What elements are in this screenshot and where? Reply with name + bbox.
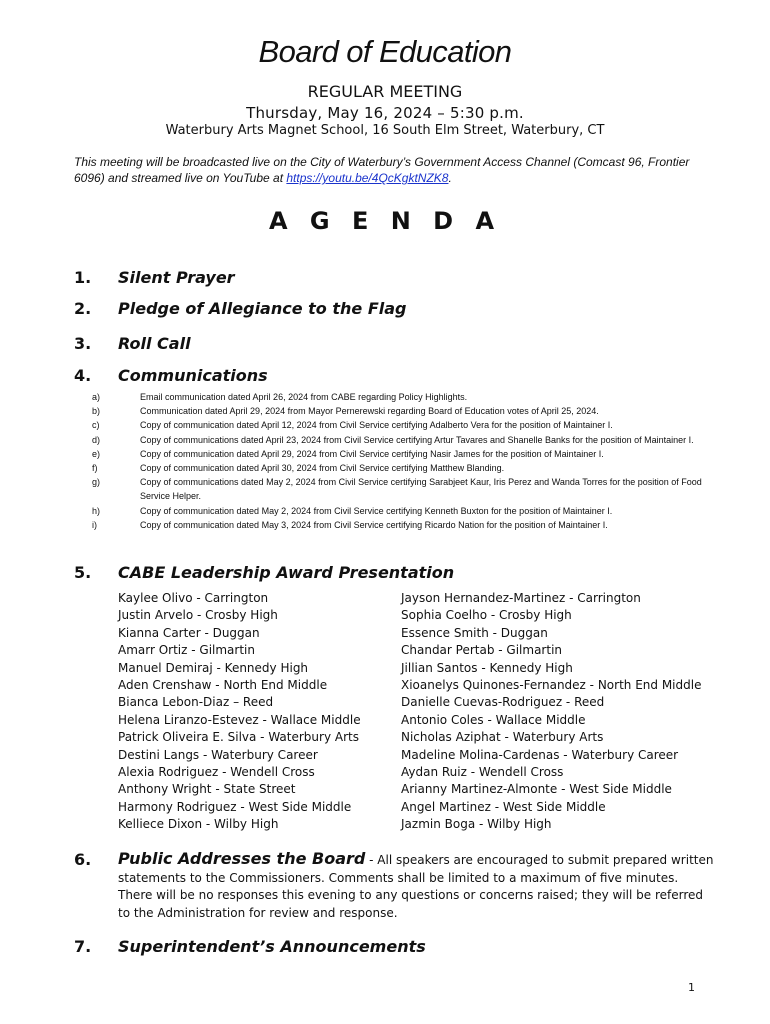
award-recipient: Kaylee Olivo - Carrington bbox=[118, 591, 269, 605]
award-recipient: Justin Arvelo - Crosby High bbox=[118, 608, 278, 623]
award-recipients-right bbox=[401, 590, 731, 834]
award-recipient: Bianca Lebon-Diaz – Reed bbox=[118, 695, 274, 710]
award-recipient: Danielle Cuevas-Rodriguez - Reed bbox=[401, 695, 605, 710]
list-item-text: Email communication dated April 26, 2024 from CABE regarding Policy Highlights. bbox=[140, 392, 468, 402]
list-item bbox=[92, 418, 702, 432]
list-letter: c) bbox=[92, 420, 100, 431]
award-recipients-left bbox=[118, 590, 388, 834]
award-recipient: Manuel Demiraj - Kennedy High bbox=[118, 660, 309, 675]
item-title-communications: Communications bbox=[118, 366, 268, 385]
award-recipient: Destini Langs - Waterbury Career bbox=[118, 747, 318, 762]
item-title-silent-prayer: Silent Prayer bbox=[118, 268, 235, 287]
item-title-public-addresses: Public Addresses the Board bbox=[118, 849, 366, 868]
award-recipient: Patrick Oliveira E. Silva - Waterbury Arts bbox=[118, 730, 359, 745]
award-recipient: Alexia Rodriguez - Wendell Cross bbox=[118, 765, 315, 780]
list-letter: e) bbox=[92, 448, 101, 459]
document-title: Board of Education bbox=[258, 34, 512, 69]
list-item-text: Copy of communications dated May 2, 2024 from Civil Service certifying Sarabjeet Kaur, Iris Perez and Wanda Torres for the position of Food Service Helper. bbox=[140, 477, 702, 502]
award-recipient: Helena Liranzo-Estevez - Wallace Middle bbox=[118, 712, 361, 727]
item-number: 5. bbox=[74, 563, 92, 582]
list-item-text: Communication dated April 29, 2024 from Mayor Pernerewski regarding Board of Education votes of April 25, 2024. bbox=[140, 406, 599, 417]
meeting-location: Waterbury Arts Magnet School, 16 South Elm Street, Waterbury, CT bbox=[165, 123, 605, 138]
item-title-roll-call: Roll Call bbox=[118, 334, 191, 353]
list-item-text: Copy of communication dated May 3, 2024 from Civil Service certifying Ricardo Nation for the position of Maintainer I. bbox=[140, 519, 608, 530]
public-addresses-block bbox=[118, 850, 714, 922]
broadcast-text-end: . bbox=[448, 171, 452, 185]
youtube-link[interactable]: https://youtu.be/4QcKgktNZK8 bbox=[286, 171, 449, 185]
award-recipient: Jayson Hernandez-Martinez - Carrington bbox=[401, 591, 641, 605]
item-title-pledge: Pledge of Allegiance to the Flag bbox=[118, 299, 407, 318]
list-letter: b) bbox=[92, 406, 101, 417]
item-title-cabe-award: CABE Leadership Award Presentation bbox=[118, 563, 455, 582]
agenda-heading: A G E N D A bbox=[268, 207, 502, 235]
list-item bbox=[92, 433, 702, 447]
award-recipient: Kianna Carter - Duggan bbox=[118, 625, 260, 640]
list-item bbox=[92, 518, 702, 532]
award-recipient: Sophia Coelho - Crosby High bbox=[401, 608, 572, 623]
list-item bbox=[92, 504, 702, 518]
item-title-superintendent: Superintendent’s Announcements bbox=[118, 937, 426, 956]
communications-list bbox=[92, 390, 702, 532]
list-letter: d) bbox=[92, 434, 101, 445]
list-item-text: Copy of communication dated April 12, 2024 from Civil Service certifying Adalberto Vera for the position of Maintainer I. bbox=[140, 420, 613, 431]
award-recipient: Amarr Ortiz - Gilmartin bbox=[118, 643, 255, 658]
item-number: 1. bbox=[74, 268, 92, 287]
award-recipient: Kelliece Dixon - Wilby High bbox=[118, 817, 279, 832]
list-item bbox=[92, 390, 702, 404]
meeting-datetime: Thursday, May 16, 2024 – 5:30 p.m. bbox=[246, 104, 524, 122]
award-recipient: Xioanelys Quinones-Fernandez - North End Middle bbox=[401, 678, 702, 693]
item-number: 2. bbox=[74, 299, 92, 318]
list-item bbox=[92, 404, 702, 418]
list-letter: h) bbox=[92, 505, 101, 516]
list-letter: g) bbox=[92, 477, 101, 488]
list-letter: i) bbox=[92, 519, 97, 530]
list-item-text: Copy of communication dated May 2, 2024 from Civil Service certifying Kenneth Buxton for the position of Maintainer I. bbox=[140, 505, 613, 516]
item-number: 7. bbox=[74, 937, 92, 956]
list-item bbox=[92, 475, 702, 503]
list-letter: f) bbox=[92, 463, 98, 474]
list-item-text: Copy of communication dated April 29, 2024 from Civil Service certifying Nasir James for the position of Maintainer I. bbox=[140, 448, 604, 459]
award-recipient: Chandar Pertab - Gilmartin bbox=[401, 643, 563, 658]
item-number: 3. bbox=[74, 334, 92, 353]
award-recipient: Essence Smith - Duggan bbox=[401, 625, 548, 640]
award-recipient: Arianny Martinez-Almonte - West Side Middle bbox=[401, 782, 672, 797]
award-recipient: Jillian Santos - Kennedy High bbox=[401, 660, 573, 675]
award-recipient: Aydan Ruiz - Wendell Cross bbox=[401, 765, 564, 780]
public-addresses-text: - All speakers are encouraged to submit prepared written statements to the Commissioners. Comments shall be limited to a maximum of five minutes. There will be no responses this evening to any questions or concerns raised; they will be referred to the Administration for review and response. bbox=[118, 853, 714, 920]
award-recipient: Anthony Wright - State Street bbox=[118, 782, 296, 797]
award-recipient: Antonio Coles - Wallace Middle bbox=[401, 712, 586, 727]
award-recipient: Angel Martinez - West Side Middle bbox=[401, 799, 606, 814]
list-item-text: Copy of communication dated April 30, 2024 from Civil Service certifying Matthew Blanding. bbox=[140, 463, 505, 474]
award-recipient: Harmony Rodriguez - West Side Middle bbox=[118, 799, 352, 814]
page-number: 1 bbox=[688, 981, 695, 994]
list-letter: a) bbox=[92, 392, 101, 402]
item-number: 4. bbox=[74, 366, 92, 385]
award-recipient: Nicholas Aziphat - Waterbury Arts bbox=[401, 730, 604, 745]
award-recipient: Madeline Molina-Cardenas - Waterbury Career bbox=[401, 747, 679, 762]
broadcast-text: This meeting will be broadcasted live on the City of Waterbury’s Government Access Channel (Comcast 96, Frontier 6096) and streamed live on YouTube at bbox=[74, 155, 690, 185]
list-item bbox=[92, 447, 702, 461]
meeting-type: REGULAR MEETING bbox=[307, 82, 463, 101]
item-number: 6. bbox=[74, 850, 92, 869]
award-recipient: Jazmin Boga - Wilby High bbox=[401, 817, 552, 832]
award-recipient: Aden Crenshaw - North End Middle bbox=[118, 678, 328, 693]
broadcast-notice bbox=[74, 154, 694, 186]
list-item-text: Copy of communications dated April 23, 2024 from Civil Service certifying Artur Tavares and Shanelle Banks for the position of Maintainer I. bbox=[140, 434, 694, 445]
list-item bbox=[92, 461, 702, 475]
